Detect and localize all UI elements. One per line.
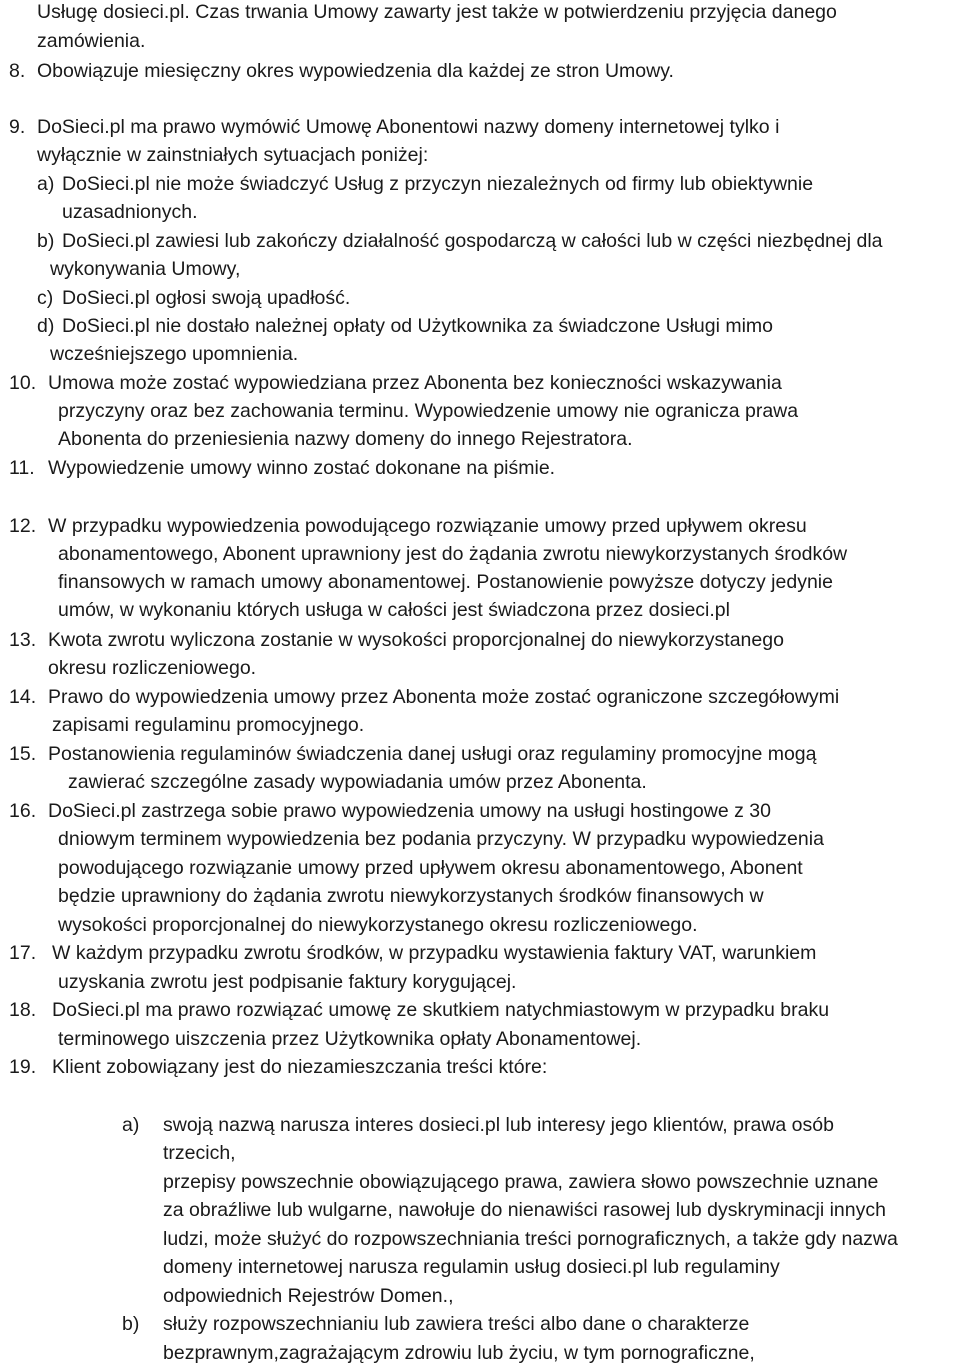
item-16-text: dniowym terminem wypowiedzenia bez podania przyczyny. W przypadku wypowiedzenia	[58, 828, 824, 850]
item-number-18: 18.	[9, 999, 37, 1021]
item-13-text: Kwota zwrotu wyliczona zostanie w wysokości proporcjonalnej do niewykorzystanego	[48, 629, 784, 651]
item-12-text: W przypadku wypowiedzenia powodującego rozwiązanie umowy przed upływem okresu	[48, 515, 807, 537]
item-number-15: 15.	[9, 743, 37, 765]
item-number-14: 14.	[9, 686, 37, 708]
item-14-text: zapisami regulaminu promocyjnego.	[52, 714, 365, 736]
subitem-label-9a: a)	[37, 173, 55, 195]
subitem-19a-text: domeny internetowej narusza regulamin usług dosieci.pl lub regulaminy	[163, 1256, 780, 1278]
item-9-text: wyłącznie w zainstniałych sytuacjach poniżej:	[37, 144, 429, 166]
subitem-9c-text: DoSieci.pl ogłosi swoją upadłość.	[62, 287, 351, 309]
item-number-12: 12.	[9, 515, 37, 537]
item-10-text: Umowa może zostać wypowiedziana przez Abonenta bez konieczności wskazywania	[48, 372, 782, 394]
subitem-19a-text: swoją nazwą narusza interes dosieci.pl lub interesy jego klientów, prawa osób	[163, 1114, 834, 1136]
item-number-13: 13.	[9, 629, 37, 651]
item-11-text: Wypowiedzenie umowy winno zostać dokonane na piśmie.	[48, 457, 556, 479]
item-12-text: finansowych w ramach umowy abonamentowej. Postanowienie powyższe dotyczy jedynie	[58, 571, 833, 593]
subitem-19b-text: służy rozpowszechnianiu lub zawiera treści albo dane o charakterze	[163, 1313, 750, 1335]
intro-line: Usługę dosieci.pl. Czas trwania Umowy zawarty jest także w potwierdzeniu przyjęcia danego	[37, 1, 837, 23]
item-12-text: umów, w wykonaniu których usługa w całości jest świadczona przez dosieci.pl	[58, 599, 730, 621]
subitem-19a-text: trzecich,	[163, 1142, 236, 1164]
item-number-9: 9.	[9, 116, 26, 138]
item-number-11: 11.	[9, 457, 35, 479]
item-number-10: 10.	[9, 372, 37, 394]
item-12-text: abonamentowego, Abonent uprawniony jest do żądania zwrotu niewykorzystanych środków	[58, 543, 848, 565]
item-number-17: 17.	[9, 942, 37, 964]
item-19-text: Klient zobowiązany jest do niezamieszczania treści które:	[52, 1056, 548, 1078]
subitem-9a-text: DoSieci.pl nie może świadczyć Usług z przyczyn niezależnych od firmy lub obiektywnie	[62, 173, 814, 195]
subitem-label-19b: b)	[122, 1313, 140, 1335]
intro-line: zamówienia.	[37, 30, 146, 52]
subitem-19b-text: bezprawnym,zagrażającym zdrowiu lub życiu, w tym pornograficzne,	[163, 1342, 755, 1364]
item-8-text: Obowiązuje miesięczny okres wypowiedzenia dla każdej ze stron Umowy.	[37, 60, 674, 82]
item-18-text: terminowego uiszczenia przez Użytkownika opłaty Abonamentowej.	[58, 1028, 642, 1050]
subitem-19a-text: za obraźliwe lub wulgarne, nawołuje do nienawiści rasowej lub dyskryminacji innych	[163, 1199, 886, 1221]
subitem-9b-text: DoSieci.pl zawiesi lub zakończy działalność gospodarczą w całości lub w części niezbędnej dla	[62, 230, 883, 252]
item-10-text: Abonenta do przeniesienia nazwy domeny do innego Rejestratora.	[58, 428, 633, 450]
item-10-text: przyczyny oraz bez zachowania terminu. Wypowiedzenie umowy nie ogranicza prawa	[58, 400, 799, 422]
item-14-text: Prawo do wypowiedzenia umowy przez Abonenta może zostać ograniczone szczegółowymi	[48, 686, 840, 708]
item-16-text: powodującego rozwiązanie umowy przed upływem okresu abonamentowego, Abonent	[58, 857, 803, 879]
subitem-19a-text: ludzi, może służyć do rozpowszechniania treści pornograficznych, a także gdy nazwa	[163, 1228, 898, 1250]
item-16-text: będzie uprawniony do żądania zwrotu niewykorzystanych środków finansowych w	[58, 885, 764, 907]
item-15-text: Postanowienia regulaminów świadczenia danej usługi oraz regulaminy promocyjne mogą	[48, 743, 817, 765]
item-13-text: okresu rozliczeniowego.	[48, 657, 257, 679]
subitem-label-9c: c)	[37, 287, 54, 309]
subitem-19a-text: odpowiednich Rejestrów Domen.,	[163, 1285, 454, 1307]
subitem-9d-text: wcześniejszego upomnienia.	[50, 343, 299, 365]
item-17-text: W każdym przypadku zwrotu środków, w przypadku wystawienia faktury VAT, warunkiem	[52, 942, 817, 964]
item-number-19: 19.	[9, 1056, 37, 1078]
item-number-8: 8.	[9, 60, 26, 82]
item-9-text: DoSieci.pl ma prawo wymówić Umowę Abonentowi nazwy domeny internetowej tylko i	[37, 116, 780, 138]
subitem-9d-text: DoSieci.pl nie dostało należnej opłaty od Użytkownika za świadczone Usługi mimo	[62, 315, 774, 337]
item-18-text: DoSieci.pl ma prawo rozwiązać umowę ze skutkiem natychmiastowym w przypadku braku	[52, 999, 830, 1021]
subitem-19a-text: przepisy powszechnie obowiązującego prawa, zawiera słowo powszechnie uznane	[163, 1171, 879, 1193]
item-16-text: wysokości proporcjonalnej do niewykorzystanego okresu rozliczeniowego.	[58, 914, 698, 936]
subitem-label-9b: b)	[37, 230, 55, 252]
item-17-text: uzyskania zwrotu jest podpisanie faktury korygującej.	[58, 971, 517, 993]
item-15-text: zawierać szczególne zasady wypowiadania umów przez Abonenta.	[68, 771, 647, 793]
subitem-label-19a: a)	[122, 1114, 140, 1136]
subitem-9b-text: wykonywania Umowy,	[50, 258, 241, 280]
item-16-text: DoSieci.pl zastrzega sobie prawo wypowiedzenia umowy na usługi hostingowe z 30	[48, 800, 771, 822]
item-number-16: 16.	[9, 800, 37, 822]
subitem-9a-text: uzasadnionych.	[62, 201, 198, 223]
subitem-label-9d: d)	[37, 315, 55, 337]
